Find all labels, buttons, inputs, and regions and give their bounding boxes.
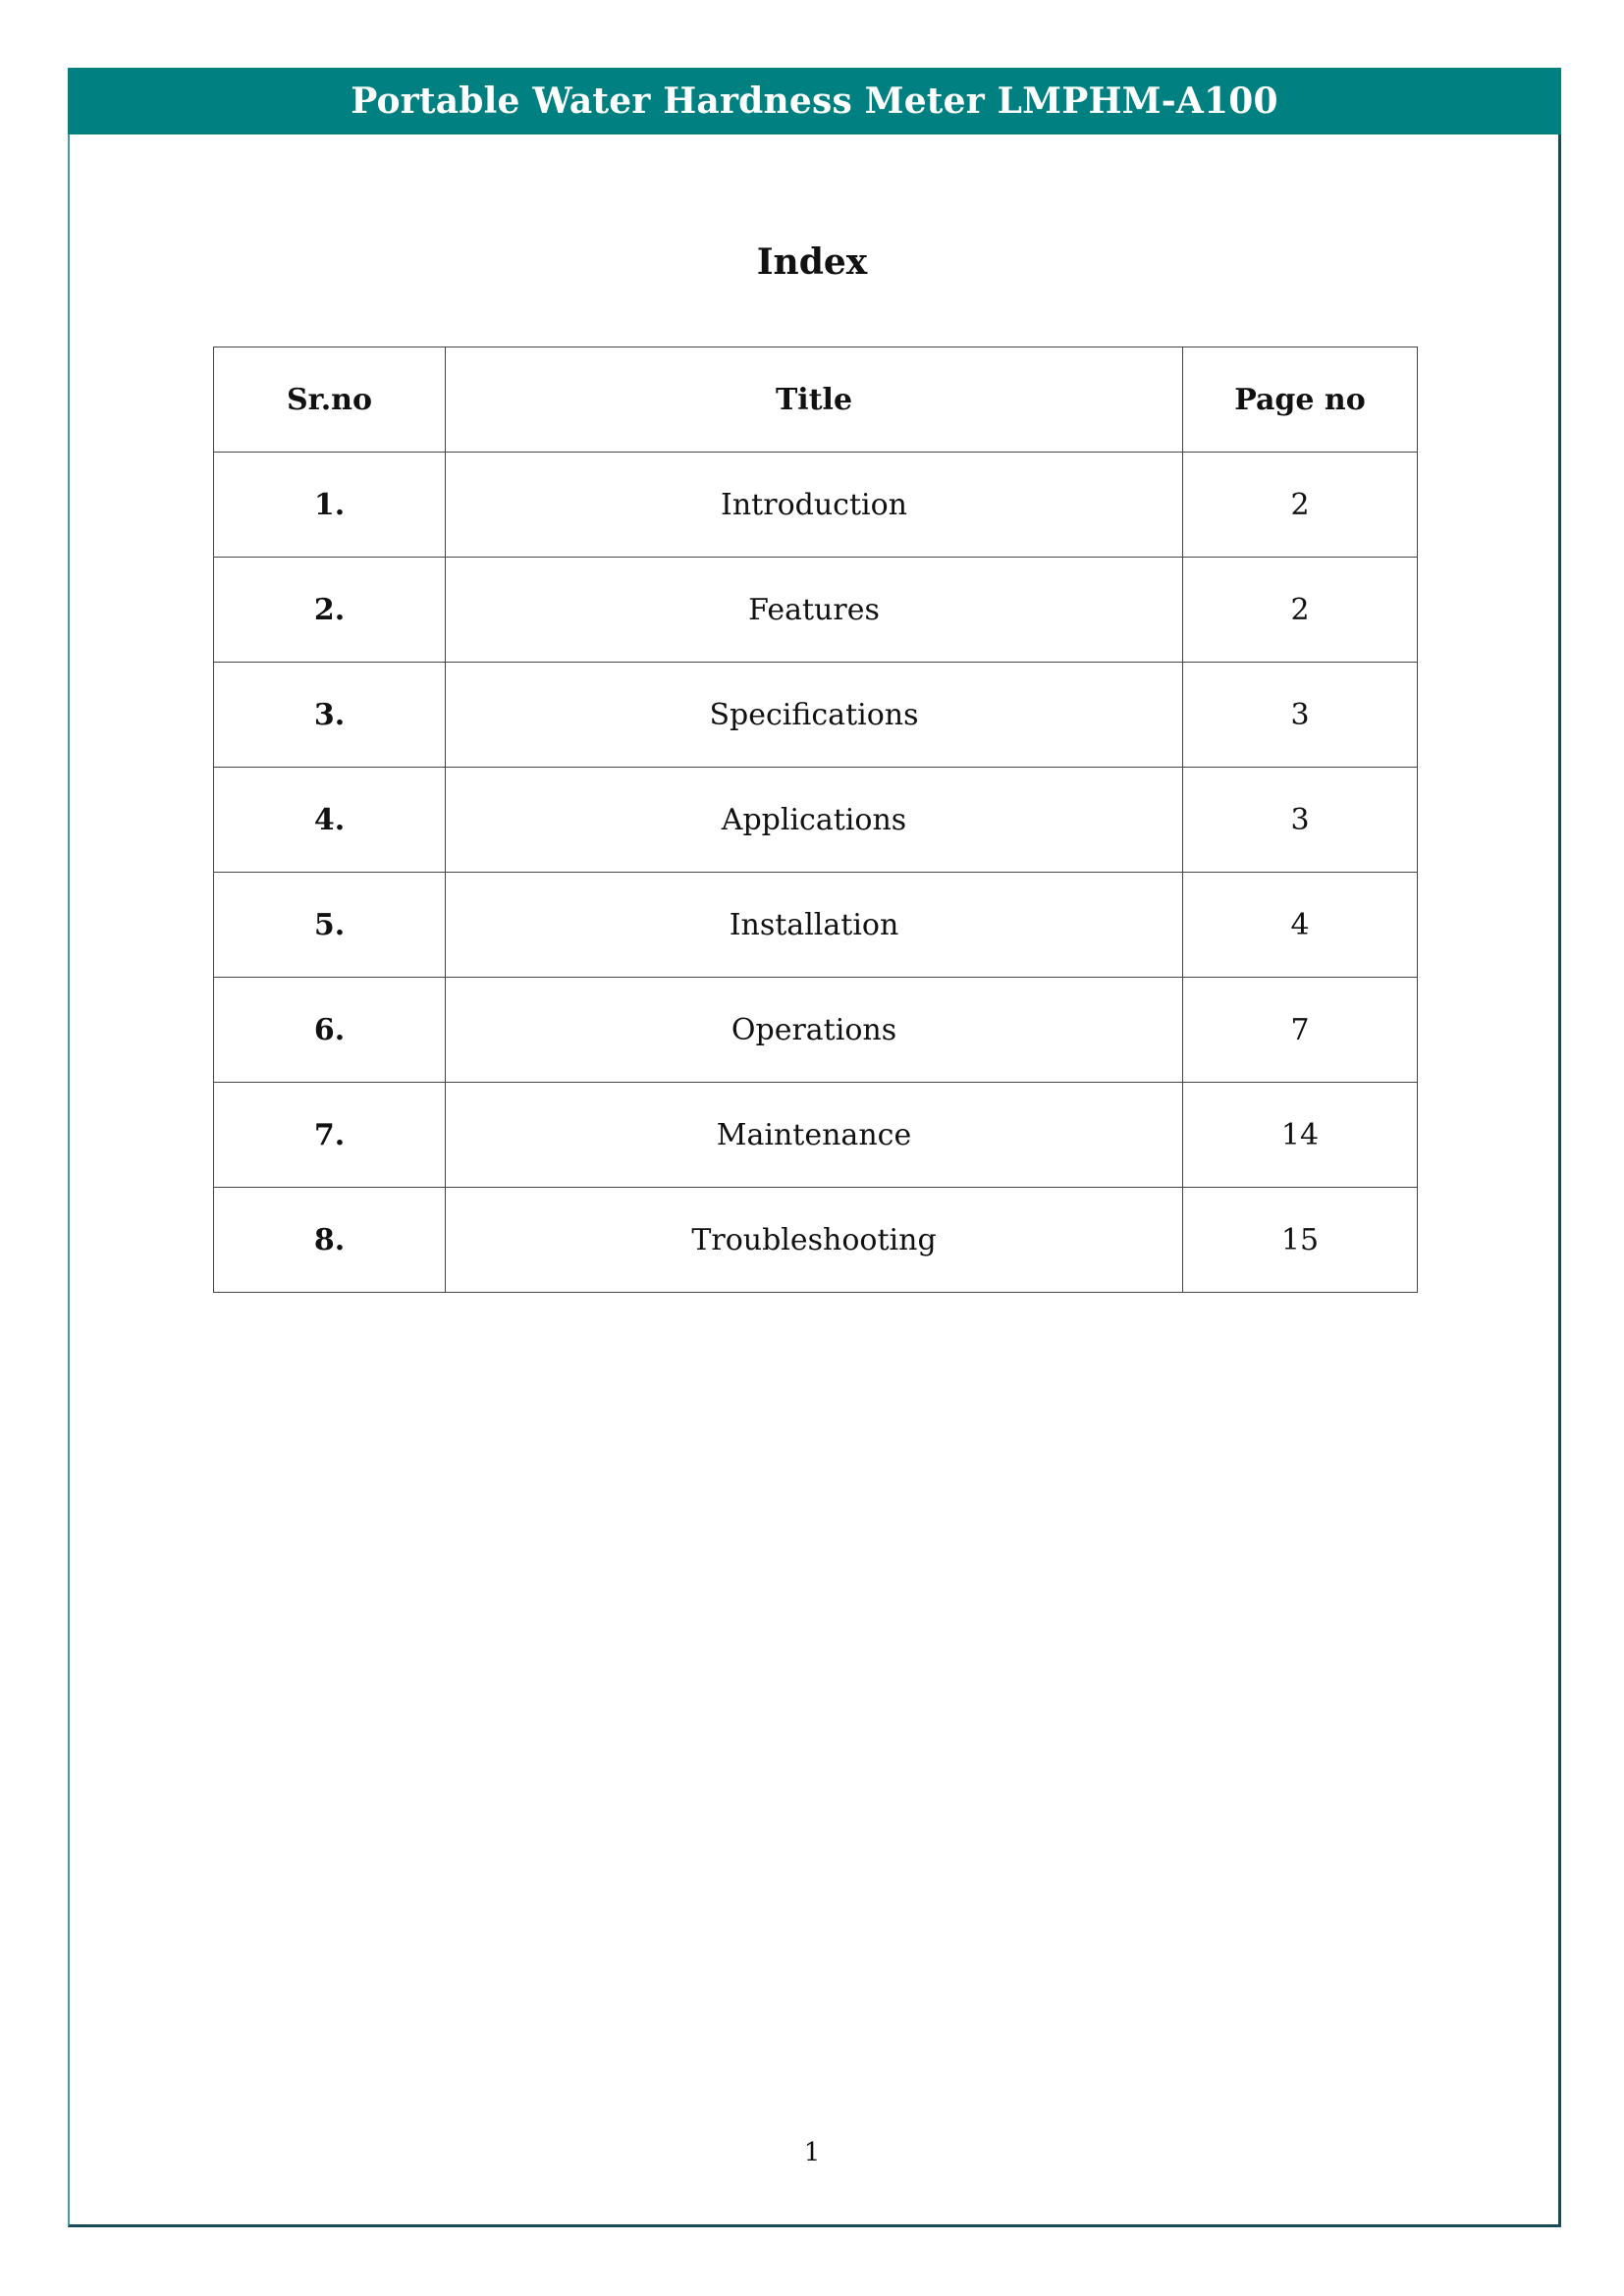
header-bar bbox=[68, 68, 1561, 134]
row-srno: 3. bbox=[214, 663, 446, 768]
row-page: 15 bbox=[1183, 1188, 1418, 1293]
table-row bbox=[214, 873, 1418, 978]
table-row bbox=[214, 768, 1418, 873]
column-header-srno: Sr.no bbox=[214, 347, 446, 453]
row-title: Specifications bbox=[446, 663, 1183, 768]
row-srno: 8. bbox=[214, 1188, 446, 1293]
row-title: Troubleshooting bbox=[446, 1188, 1183, 1293]
page-number: 1 bbox=[803, 2138, 821, 2167]
row-srno: 1. bbox=[214, 453, 446, 558]
table-row bbox=[214, 1188, 1418, 1293]
row-page: 2 bbox=[1183, 453, 1418, 558]
column-header-page: Page no bbox=[1183, 347, 1418, 453]
row-title: Maintenance bbox=[446, 1083, 1183, 1188]
row-title: Operations bbox=[446, 978, 1183, 1083]
row-srno: 6. bbox=[214, 978, 446, 1083]
row-srno: 5. bbox=[214, 873, 446, 978]
index-heading: Index bbox=[756, 241, 868, 283]
row-srno: 2. bbox=[214, 558, 446, 663]
row-page: 3 bbox=[1183, 663, 1418, 768]
document-title: Portable Water Hardness Meter LMPHM-A100 bbox=[351, 80, 1278, 122]
row-page: 14 bbox=[1183, 1083, 1418, 1188]
row-title: Features bbox=[446, 558, 1183, 663]
row-srno: 7. bbox=[214, 1083, 446, 1188]
row-title: Introduction bbox=[446, 453, 1183, 558]
table-row bbox=[214, 978, 1418, 1083]
row-page: 2 bbox=[1183, 558, 1418, 663]
table-header-row bbox=[214, 347, 1418, 453]
index-table bbox=[213, 347, 1418, 1293]
row-srno: 4. bbox=[214, 768, 446, 873]
table-row bbox=[214, 1083, 1418, 1188]
row-title: Installation bbox=[446, 873, 1183, 978]
row-page: 4 bbox=[1183, 873, 1418, 978]
row-page: 7 bbox=[1183, 978, 1418, 1083]
row-title: Applications bbox=[446, 768, 1183, 873]
table-row bbox=[214, 663, 1418, 768]
table-row bbox=[214, 558, 1418, 663]
column-header-title: Title bbox=[446, 347, 1183, 453]
row-page: 3 bbox=[1183, 768, 1418, 873]
table-row bbox=[214, 453, 1418, 558]
